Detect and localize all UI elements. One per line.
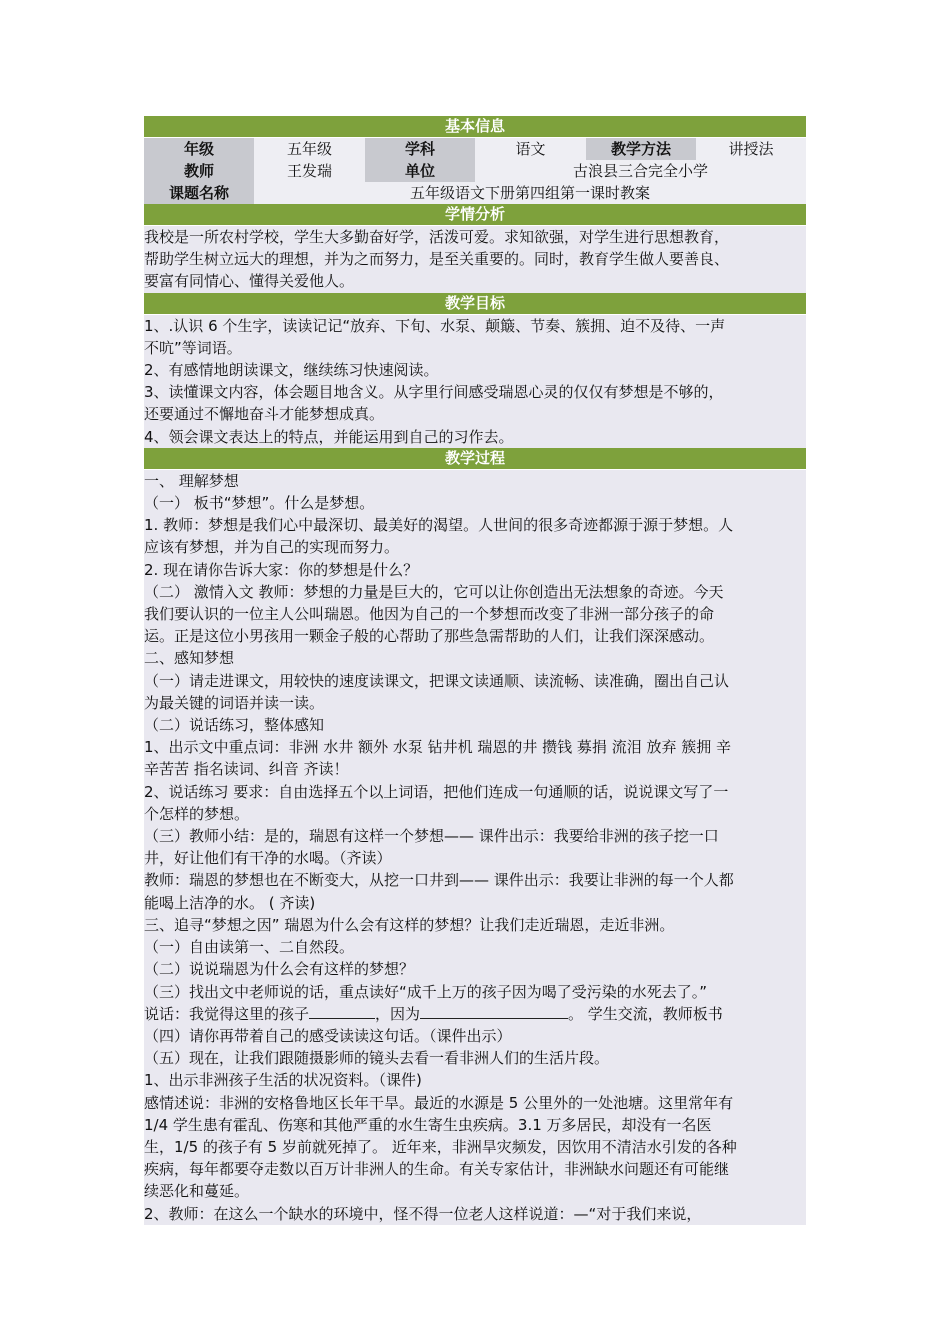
subject-value: 语文 xyxy=(475,138,586,160)
process-line: 应该有梦想，并为自己的实现而努力。 xyxy=(144,538,400,557)
process-line: 1/4 学生患有霍乱、伤寒和其他严重的水生寄生虫疾病。3.1 万多居民，却没有一名医 xyxy=(144,1115,712,1134)
process-line: 感情述说：非洲的安格鲁地区长年干旱。最近的水源是 5 公里外的一处池塘。这里常年有 xyxy=(144,1093,734,1112)
lesson-title-label: 课题名称 xyxy=(144,182,254,204)
process-line: （三）找出文中老师说的话，重点读好“成千上万的孩子因为喝了受污染的水死去了。” xyxy=(144,982,708,1001)
goal-line: 2、有感情地朗读课文，继续练习快速阅读。 xyxy=(144,361,439,380)
process-line: 续恶化和蔓延。 xyxy=(144,1182,250,1201)
teacher-value: 王发瑞 xyxy=(254,160,365,182)
analysis-text xyxy=(144,226,806,293)
goals-text xyxy=(144,315,806,448)
process-line: 为最关键的词语并读一读。 xyxy=(144,693,325,712)
process-line: （二） 激情入文 教师：梦想的力量是巨大的，它可以让你创造出无法想象的奇迹。今天 xyxy=(144,582,724,601)
process-line: 1. 教师：梦想是我们心中最深切、最美好的渴望。人世间的很多奇迹都源于源于梦想。人 xyxy=(144,516,734,535)
process-line: 二、感知梦想 xyxy=(144,649,235,668)
basic-row-2 xyxy=(144,160,806,182)
process-line: （一）自由读第一、二自然段。 xyxy=(144,938,355,957)
method-value: 讲授法 xyxy=(696,138,806,160)
fill-in-text-a: 说话：我觉得这里的孩子 xyxy=(144,1004,310,1023)
process-line: （三）教师小结：是的，瑞恩有这样一个梦想—— 课件出示：我要给非洲的孩子挖一口 xyxy=(144,827,719,846)
process-line: （四）请你再带着自己的感受读读这句话。（课件出示） xyxy=(144,1026,512,1045)
fill-in-text-c: 。 学生交流，教师板书 xyxy=(568,1004,723,1023)
goal-line: 4、领会课文表达上的特点，并能运用到自己的习作去。 xyxy=(144,427,514,446)
section-header-analysis: 学情分析 xyxy=(144,204,806,226)
analysis-line: 我校是一所农村学校，学生大多勤奋好学，活泼可爱。求知欲强，对学生进行思想教育， xyxy=(144,228,730,246)
fill-in-line xyxy=(144,1003,806,1025)
teacher-label: 教师 xyxy=(144,160,254,182)
process-line: （一）请走进课文，用较快的速度读课文，把课文读通顺、读流畅、读准确，圈出自己认 xyxy=(144,671,730,690)
grade-label: 年级 xyxy=(144,138,254,160)
process-line: 1、出示非洲孩子生活的状况资料。（课件) xyxy=(144,1071,422,1090)
method-label: 教学方法 xyxy=(586,138,696,160)
blank-underline xyxy=(309,1004,375,1019)
process-line: （二）说话练习，整体感知 xyxy=(144,716,325,735)
goal-line: 3、读懂课文内容，体会题目地含义。从字里行间感受瑞恩心灵的仅仅有梦想是不够的， xyxy=(144,383,724,402)
process-line: 个怎样的梦想。 xyxy=(144,804,250,823)
section-header-process: 教学过程 xyxy=(144,448,806,470)
process-line: 三、追寻“梦想之因” 瑞恩为什么会有这样的梦想？让我们走近瑞恩，走近非洲。 xyxy=(144,915,675,934)
fill-in-text-b: ，因为 xyxy=(375,1004,421,1023)
grade-value: 五年级 xyxy=(254,138,365,160)
process-line: 井，好让他们有干净的水喝。（齐读） xyxy=(144,849,392,868)
process-line: 运。正是这位小男孩用一颗金子般的心帮助了那些急需帮助的人们，让我们深深感动。 xyxy=(144,627,715,646)
process-line: （五）现在，让我们跟随摄影师的镜头去看一看非洲人们的生活片段。 xyxy=(144,1049,610,1068)
section-header-basic: 基本信息 xyxy=(144,116,806,138)
process-line: 一、 理解梦想 xyxy=(144,471,239,490)
process-line: 教师：瑞恩的梦想也在不断变大，从挖一口井到—— 课件出示：我要让非洲的每一个人都 xyxy=(144,871,734,890)
process-line: 疾病，每年都要夺走数以百万计非洲人的生命。有关专家估计，非洲缺水问题还有可能继 xyxy=(144,1160,730,1179)
process-line: 2. 现在请你告诉大家：你的梦想是什么？ xyxy=(144,560,419,579)
process-line: 1、出示文中重点词：非洲 水井 额外 水泵 钻井机 瑞恩的井 攒钱 募捐 流泪 放弃 簇拥 辛 xyxy=(144,738,731,757)
goal-line: 还要通过不懈地奋斗才能梦想成真。 xyxy=(144,405,385,424)
process-line: （一） 板书“梦想”。什么是梦想。 xyxy=(144,494,375,513)
process-line: （二）说说瑞恩为什么会有这样的梦想？ xyxy=(144,960,415,979)
section-header-goals: 教学目标 xyxy=(144,293,806,315)
process-text xyxy=(144,470,806,1225)
process-line: 能喝上洁净的水。 ( 齐读) xyxy=(144,893,316,912)
process-line: 2、教师：在这么一个缺水的环境中，怪不得一位老人这样说道：—“对于我们来说， xyxy=(144,1204,702,1223)
basic-row-1 xyxy=(144,138,806,160)
goal-line: 不吭”等词语。 xyxy=(144,338,242,357)
process-line: 我们要认识的一位主人公叫瑞恩。他因为自己的一个梦想而改变了非洲一部分孩子的命 xyxy=(144,605,715,624)
lesson-title-value: 五年级语文下册第四组第一课时教案 xyxy=(254,182,806,204)
unit-value: 古浪县三合完全小学 xyxy=(475,160,806,182)
process-line: 2、说话练习 要求：自由选择五个以上词语，把他们连成一句通顺的话，说说课文写了一 xyxy=(144,782,729,801)
goal-line: 1、.认识 6 个生字，读读记记“放弃、下旬、水泵、颠簸、节奏、簇拥、迫不及待、一声 xyxy=(144,316,726,335)
analysis-line: 要富有同情心、懂得关爱他人。 xyxy=(144,272,355,291)
lesson-plan-table xyxy=(144,116,806,1225)
blank-underline xyxy=(420,1004,568,1019)
analysis-line: 帮助学生树立远大的理想，并为之而努力，是至关重要的。同时，教育学生做人要善良、 xyxy=(144,250,730,269)
process-line: 生，1/5 的孩子有 5 岁前就死掉了。 近年来，非洲旱灾频发，因饮用不清洁水引发的各种 xyxy=(144,1137,737,1156)
basic-row-3 xyxy=(144,182,806,204)
unit-label: 单位 xyxy=(365,160,475,182)
process-line: 辛苦苦 指名读词、纠音 齐读！ xyxy=(144,760,349,779)
subject-label: 学科 xyxy=(365,138,475,160)
